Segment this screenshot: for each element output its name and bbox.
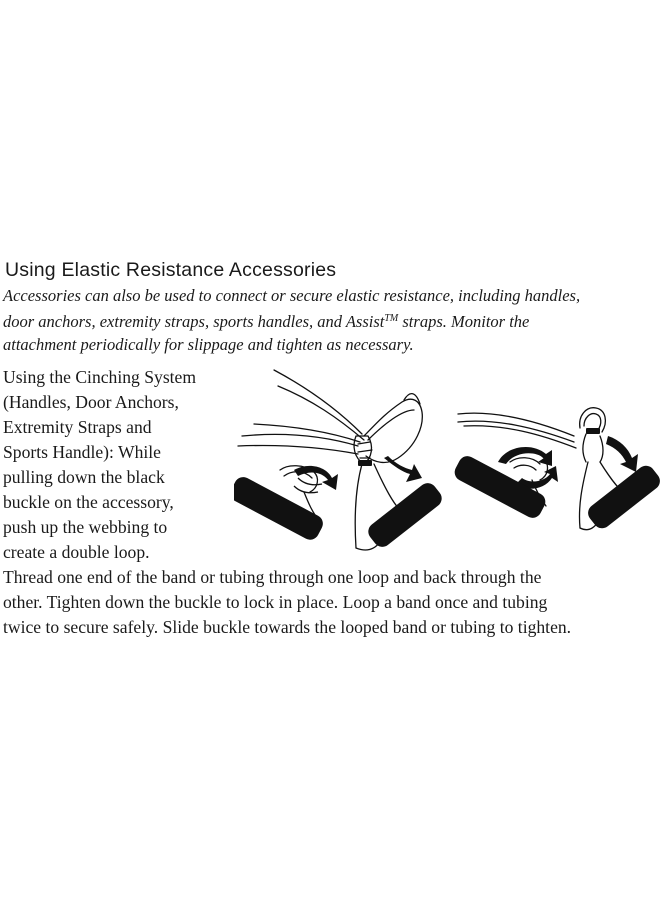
- intro-line-2-text: door anchors, extremity straps, sports handles, and Assist: [3, 312, 385, 331]
- intro-line-1: Accessories can also be used to connect or secure elastic resistance, including handles,: [3, 286, 581, 305]
- cinching-line: pulling down the black: [3, 467, 165, 487]
- trademark-mark: TM: [384, 313, 399, 324]
- section-heading: Using Elastic Resistance Accessories: [5, 259, 337, 281]
- cinching-line: buckle on the accessory,: [3, 492, 174, 512]
- handle-band-loop-illustration: [234, 366, 446, 566]
- cinching-line: Extremity Straps and: [3, 417, 152, 437]
- threading-line: other. Tighten down the buckle to lock in place. Loop a band once and tubing: [3, 592, 548, 612]
- handle-tubing-loop-illustration: [454, 366, 660, 546]
- intro-paragraph: [3, 284, 657, 356]
- intro-line-2: [3, 307, 657, 333]
- cinching-line: Using the Cinching System: [3, 367, 197, 387]
- intro-line-3: attachment periodically for slippage and tighten as necessary.: [3, 335, 414, 354]
- intro-line-2-tail: straps. Monitor the: [398, 312, 530, 331]
- cinching-instructions: [3, 365, 235, 565]
- threading-line: twice to secure safely. Slide buckle towards the looped band or tubing to tighten.: [3, 617, 572, 637]
- cinching-line: push up the webbing to: [3, 517, 168, 537]
- cinching-line: create a double loop.: [3, 542, 150, 562]
- cinching-line: (Handles, Door Anchors,: [3, 392, 179, 412]
- threading-instructions: [3, 565, 658, 640]
- cinching-line: Sports Handle): While: [3, 442, 161, 462]
- threading-line: Thread one end of the band or tubing through one loop and back through the: [3, 567, 542, 587]
